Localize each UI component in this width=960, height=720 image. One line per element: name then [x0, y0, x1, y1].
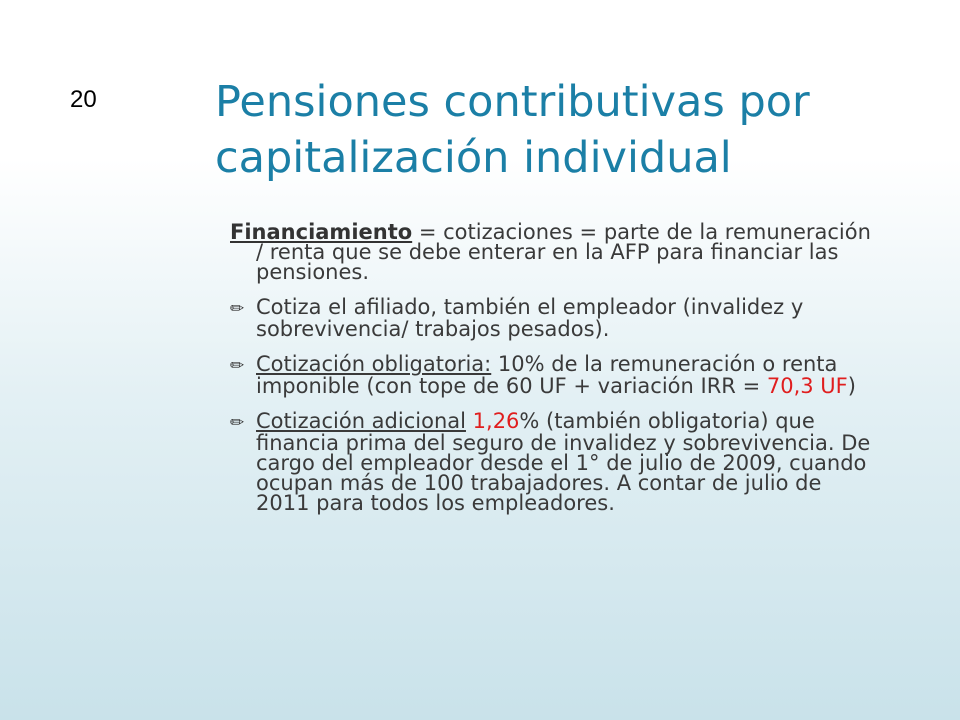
pencil-icon: ✏ — [230, 299, 245, 319]
cap-value: 70,3 UF — [766, 374, 848, 398]
pencil-icon: ✏ — [230, 413, 245, 433]
bullet-item — [230, 297, 880, 339]
rate-value: 1,26 — [472, 409, 520, 433]
slide-body — [230, 222, 880, 528]
financing-paragraph — [230, 222, 880, 282]
bullet-text-end: ) — [847, 374, 856, 398]
slide-number: 20 — [70, 86, 97, 113]
bullet-item — [230, 411, 880, 513]
additional-contribution-term: Cotización adicional — [256, 409, 466, 433]
mandatory-contribution-term: Cotización obligatoria: — [256, 352, 492, 376]
bullet-text: Cotiza el afiliado, también el empleador (invalidez y sobrevivencia/ trabajos pesados). — [256, 295, 804, 341]
pencil-icon: ✏ — [230, 356, 245, 376]
title-line-2: capitalización individual — [215, 133, 732, 183]
bullet-text: 10% de la remuneración o renta imponible (con tope de 60 UF + variación IRR = — [256, 352, 838, 398]
title-line-1: Pensiones contributivas por — [215, 77, 810, 127]
financing-term: Financiamiento — [230, 220, 413, 244]
bullet-text-end: % (también obligatoria) que financia prima del seguro de invalidez y sobrevivencia. De cargo del empleador desde el 1° de julio de 2009, cuando ocupan más de 100 trabajadores. A contar de julio de 2011 para todos los empleadores. — [256, 409, 871, 515]
financing-text: = cotizaciones = parte de la remuneración / renta que se debe enterar en la AFP para financiar las pensiones. — [256, 220, 871, 284]
bullet-item — [230, 354, 880, 396]
bullet-text — [466, 409, 473, 433]
slide-title — [215, 74, 915, 186]
